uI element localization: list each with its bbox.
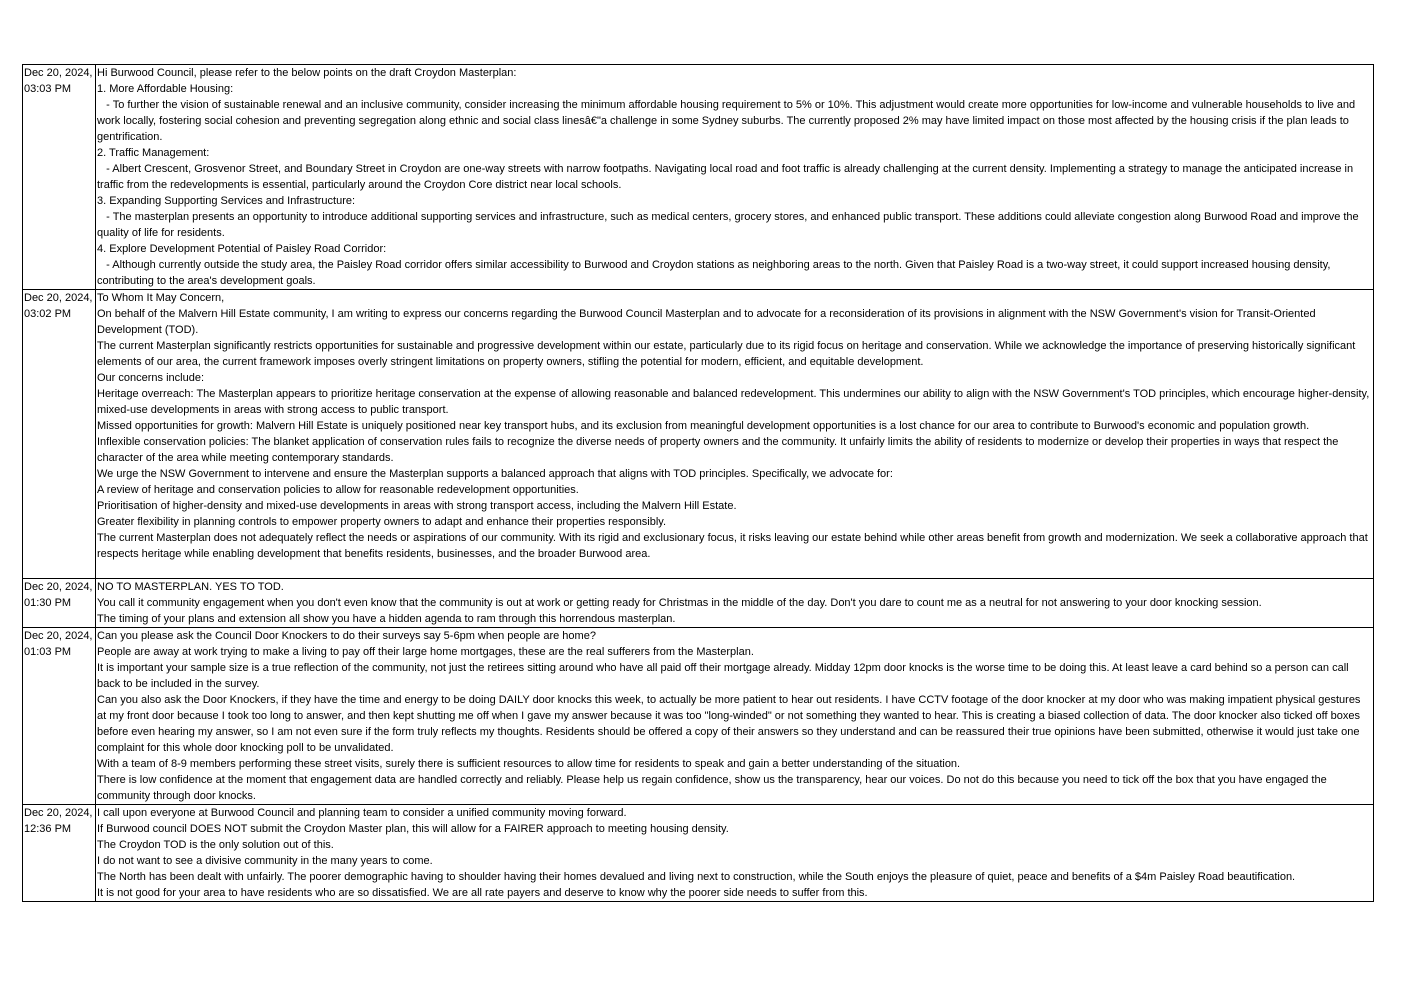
comment-line: It is not good for your area to have residents who are so dissatisfied. We are all rate payers and deserve to know why the poorer side needs to suffer from this. [97,887,868,899]
comment-line: People are away at work trying to make a living to pay off their large home mortgages, these are the real sufferers from the Masterplan. [97,646,754,658]
date-text: Dec 20, 2024, [24,807,93,819]
date-text: Dec 20, 2024, [24,581,93,593]
comment-line: We urge the NSW Government to intervene and ensure the Masterplan supports a balanced approach that aligns with TOD principles. Specifically, we advocate for: [97,468,893,480]
comment-line: It is important your sample size is a true reflection of the community, not just the retirees sitting around who have all paid off their mortgage already. Midday 12pm door knocks is the worse time to be doing this. At least leave a card behind so a person can call back to be included in the survey. [97,662,1349,690]
comment-cell [96,628,1374,805]
comment-line: I do not want to see a divisive community in the many years to come. [97,855,433,867]
comment-line: NO TO MASTERPLAN. YES TO TOD. [97,581,284,593]
comment-line: With a team of 8-9 members performing these street visits, surely there is sufficient resources to allow time for residents to speak and gain a better understanding of the situation. [97,758,961,770]
date-text: Dec 20, 2024, [24,630,93,642]
comment-line: Can you please ask the Council Door Knockers to do their surveys say 5-6pm when people are home? [97,630,596,642]
table-row [23,805,1374,902]
comment-line: 2. Traffic Management: [97,147,210,159]
date-cell [23,290,96,579]
table-row [23,579,1374,628]
comment-line: I call upon everyone at Burwood Council and planning team to consider a unified community moving forward. [97,807,627,819]
comment-line: Inflexible conservation policies: The blanket application of conservation rules fails to recognize the diverse needs of property owners and the community. It unfairly limits the ability of residents to modernize or develop their properties in ways that respect the character of the area while meeting contemporary standards. [97,436,1339,464]
comment-line: - Although currently outside the study area, the Paisley Road corridor offers similar accessibility to Burwood and Croydon stations as neighboring areas to the north. Given that Paisley Road is a two-way street, it could support increased housing density, contributing to the area's development goals. [97,259,1334,287]
time-text: 12:36 PM [24,823,72,835]
comment-line: The Croydon TOD is the only solution out of this. [97,839,334,851]
blank-line [97,562,1372,578]
comment-line: Missed opportunities for growth: Malvern Hill Estate is uniquely positioned near key transport hubs, and its exclusion from meaningful development opportunities is a lost chance for our area to contribute to Burwood's economic and population growth. [97,420,1310,432]
date-cell [23,628,96,805]
comment-cell [96,579,1374,628]
comment-line: 1. More Affordable Housing: [97,83,234,95]
date-text: Dec 20, 2024, [24,292,93,304]
comment-line: - Albert Crescent, Grosvenor Street, and Boundary Street in Croydon are one-way streets with narrow footpaths. Navigating local road and foot traffic is already challenging at the current density. Implementing a strategy to manage the anticipated increase in traffic from the redevelopments is essential, particularly around the Croydon Core district near local schools. [97,163,1357,191]
comment-line: Heritage overreach: The Masterplan appears to prioritize heritage conservation at the expense of allowing reasonable and balanced redevelopment. This undermines our ability to align with the NSW Government's TOD principles, which encourage higher-density, mixed-use developments in areas with strong access to public transport. [97,388,1370,416]
time-text: 01:30 PM [24,597,72,609]
comment-cell [96,805,1374,902]
comment-line: You call it community engagement when you don't even know that the community is out at work or getting ready for Christmas in the middle of the day. Don't you dare to count me as a neutral for not answering to your door knocking session. [97,597,1262,609]
comment-line: Our concerns include: [97,372,204,384]
comment-line: Greater flexibility in planning controls to empower property owners to adapt and enhance their properties responsibly. [97,516,667,528]
table-row [23,628,1374,805]
comment-line: There is low confidence at the moment that engagement data are handled correctly and reliably. Please help us regain confidence, show us the transparency, hear our voices. Do not do this because you need to tick off the box that you have engaged the community through door knocks. [97,774,1327,802]
comment-line: On behalf of the Malvern Hill Estate community, I am writing to express our concerns regarding the Burwood Council Masterplan and to advocate for a reconsideration of its provisions in alignment with the NSW Government's vision for Transit-Oriented Development (TOD). [97,308,1316,336]
comment-line: - The masterplan presents an opportunity to introduce additional supporting services and infrastructure, such as medical centers, grocery stores, and enhanced public transport. These additions could alleviate congestion along Burwood Road and improve the quality of life for residents. [97,211,1362,239]
table-row [23,290,1374,579]
date-text: Dec 20, 2024, [24,67,93,79]
comment-line: The timing of your plans and extension all show you have a hidden agenda to ram through this horrendous masterplan. [97,613,676,625]
comment-line: The current Masterplan does not adequately reflect the needs or aspirations of our community. With its rigid and exclusionary focus, it risks leaving our estate behind while other areas benefit from growth and modernization. We seek a collaborative approach that respects heritage while enabling development that benefits residents, businesses, and the broader Burwood area. [97,532,1368,560]
comment-line: The current Masterplan significantly restricts opportunities for sustainable and progressive development within our estate, particularly due to its rigid focus on heritage and conservation. While we acknowledge the importance of preserving historically significant elements of our area, the current framework imposes overly stringent limitations on property owners, stifling the potential for modern, efficient, and equitable development. [97,340,1356,368]
date-cell [23,579,96,628]
comment-line: 4. Explore Development Potential of Paisley Road Corridor: [97,243,387,255]
comment-line: If Burwood council DOES NOT submit the Croydon Master plan, this will allow for a FAIRER approach to meeting housing density. [97,823,729,835]
time-text: 03:03 PM [24,83,72,95]
comment-line: Hi Burwood Council, please refer to the below points on the draft Croydon Masterplan: [97,67,517,79]
date-cell [23,805,96,902]
comment-cell [96,290,1374,579]
comment-cell [96,65,1374,290]
submissions-table [22,64,1374,902]
comment-line: 3. Expanding Supporting Services and Infrastructure: [97,195,356,207]
comment-line: Prioritisation of higher-density and mixed-use developments in areas with strong transport access, including the Malvern Hill Estate. [97,500,737,512]
comment-line: To Whom It May Concern, [97,292,225,304]
time-text: 01:03 PM [24,646,72,658]
date-cell [23,65,96,290]
comment-line: Can you also ask the Door Knockers, if they have the time and energy to be doing DAILY door knocks this week, to actually be more patient to hear out residents. I have CCTV footage of the door knocker at my door who was making impatient physical gestures at my front door because I took too long to answer, and then kept shutting me off when I gave my answer because it was too "long-winded" or not something they wanted to hear. This is creating a biased collection of data. The door knocker also ticked off boxes before even hearing my answer, so I am not even sure if the form truly reflects my thoughts. Residents should be offered a copy of their answers so they understand and can be reassured their true opinions have been submitted, otherwise it would just take one complaint for this whole door knocking poll to be unvalidated. [97,694,1361,754]
submissions-sheet [22,64,1374,902]
table-row [23,65,1374,290]
comment-line: A review of heritage and conservation policies to allow for reasonable redevelopment opportunities. [97,484,579,496]
time-text: 03:02 PM [24,308,72,320]
comment-line: The North has been dealt with unfairly. The poorer demographic having to shoulder having their homes devalued and living next to construction, while the South enjoys the pleasure of quiet, peace and benefits of a $4m Paisley Road beautification. [97,871,1296,883]
comment-line: - To further the vision of sustainable renewal and an inclusive community, consider increasing the minimum affordable housing requirement to 5% or 10%. This adjustment would create more opportunities for low-income and vulnerable households to live and work locally, fostering social cohesion and preventing segregation along ethnic and social class linesâ€"a challenge in some Sydney suburbs. The currently proposed 2% may have limited impact on those most affected by the housing crisis if the plan leads to gentrification. [97,99,1359,143]
